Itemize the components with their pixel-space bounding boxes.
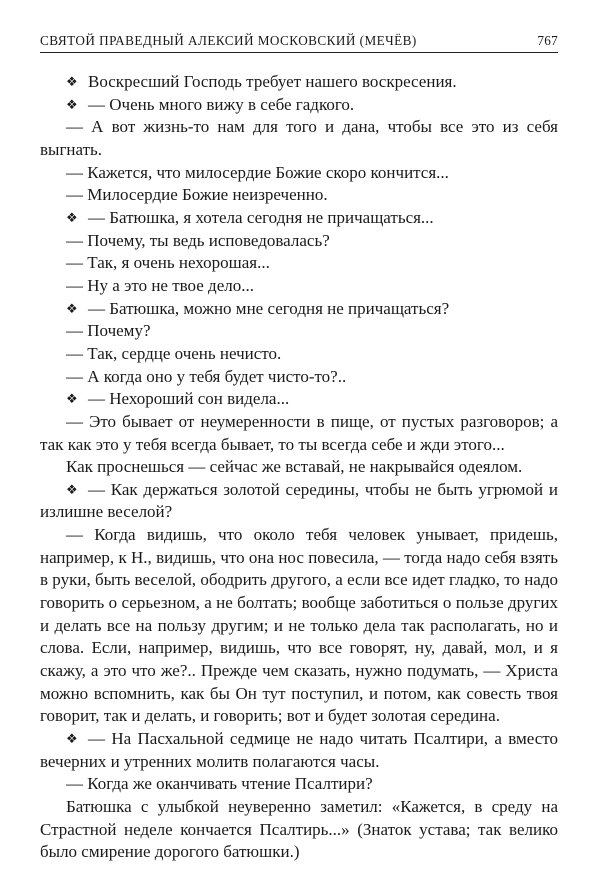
- paragraph: — Так, сердце очень нечисто.: [66, 343, 282, 363]
- chapter-title: СВЯТОЙ ПРАВЕДНЫЙ АЛЕКСИЙ МОСКОВСКИЙ (МЕЧЁВ): [40, 33, 417, 48]
- paragraph: — Почему?: [66, 321, 151, 341]
- paragraph: — А когда оно у тебя будет чисто-то?..: [66, 366, 347, 386]
- diamond-bullet-icon: ❖: [66, 209, 78, 225]
- paragraph: ❖ — Нехороший сон видела...: [40, 388, 558, 411]
- page-body: [40, 71, 558, 864]
- paragraph: — Милосердие Божие неизреченно.: [66, 185, 328, 205]
- diamond-bullet-icon: ❖: [66, 731, 78, 747]
- paragraph: — Кажется, что милосердие Божие скоро кончится...: [66, 162, 449, 182]
- diamond-bullet-icon: ❖: [66, 74, 78, 89]
- paragraph: ❖ — Как держаться золотой середины, чтобы не быть угрюмой и излишне веселой?: [40, 479, 558, 522]
- paragraph: ❖ Воскресший Господь требует нашего воскресения.: [40, 71, 558, 94]
- paragraph: ❖ — Батюшка, можно мне сегодня не причащаться?: [40, 298, 558, 321]
- paragraph: Как проснешься — сейчас же вставай, не накрывайся одеялом.: [66, 457, 523, 477]
- diamond-bullet-icon: ❖: [66, 481, 78, 497]
- running-header: [40, 30, 558, 53]
- diamond-bullet-icon: ❖: [66, 300, 78, 316]
- paragraph: — Когда видишь, что около тебя человек унывает, придешь, например, к Н., видишь, что она нос повесила, — тогда надо себя взять в руки, быть веселой, ободрить другого, а если все идет гладко, то надо говорить о серьезном, а не болтать; вообще заботиться о пользе других и делать все на пользу другим; и не только дела так располагать, но и слова. Если, например, видишь, что все говорят, ну, давай, мол, и я скажу, а это что же?.. Прежде чем сказать, нужно подумать, — Христа можно вспомнить, как бы Он тут поступил, и потом, как совесть твоя говорит, так и делать, и говорить; вот и будет золотая середина.: [40, 525, 558, 726]
- page-number: 767: [537, 33, 558, 48]
- paragraph: Батюшка с улыбкой неуверенно заметил: «Кажется, в среду на Страстной неделе кончается Псалтирь...» (Знаток устава; так велико было смирение дорогого батюшки.): [40, 797, 558, 862]
- paragraph: ❖ — Батюшка, я хотела сегодня не причащаться...: [40, 207, 558, 230]
- paragraph: — Так, я очень нехорошая...: [66, 253, 270, 273]
- book-page: [40, 30, 558, 864]
- paragraph: — А вот жизнь-то нам для того и дана, чтобы все это из себя выгнать.: [40, 117, 558, 159]
- diamond-bullet-icon: ❖: [66, 96, 78, 112]
- paragraph: — Ну а это не твое дело...: [66, 275, 254, 295]
- paragraph: ❖ — Очень много вижу в себе гадкого.: [40, 94, 558, 117]
- paragraph: — Почему, ты ведь исповедовалась?: [66, 230, 330, 250]
- paragraph: — Это бывает от неумеренности в пище, от пустых разговоров; а так как это у тебя всегда бывает, то ты всегда себе и жди этого...: [40, 411, 558, 454]
- diamond-bullet-icon: ❖: [66, 391, 78, 407]
- paragraph: — Когда же оканчивать чтение Псалтири?: [66, 774, 373, 794]
- paragraph: ❖ — На Пасхальной седмице не надо читать Псалтири, а вместо вечерних и утренних молитв полагаются часы.: [40, 729, 558, 771]
